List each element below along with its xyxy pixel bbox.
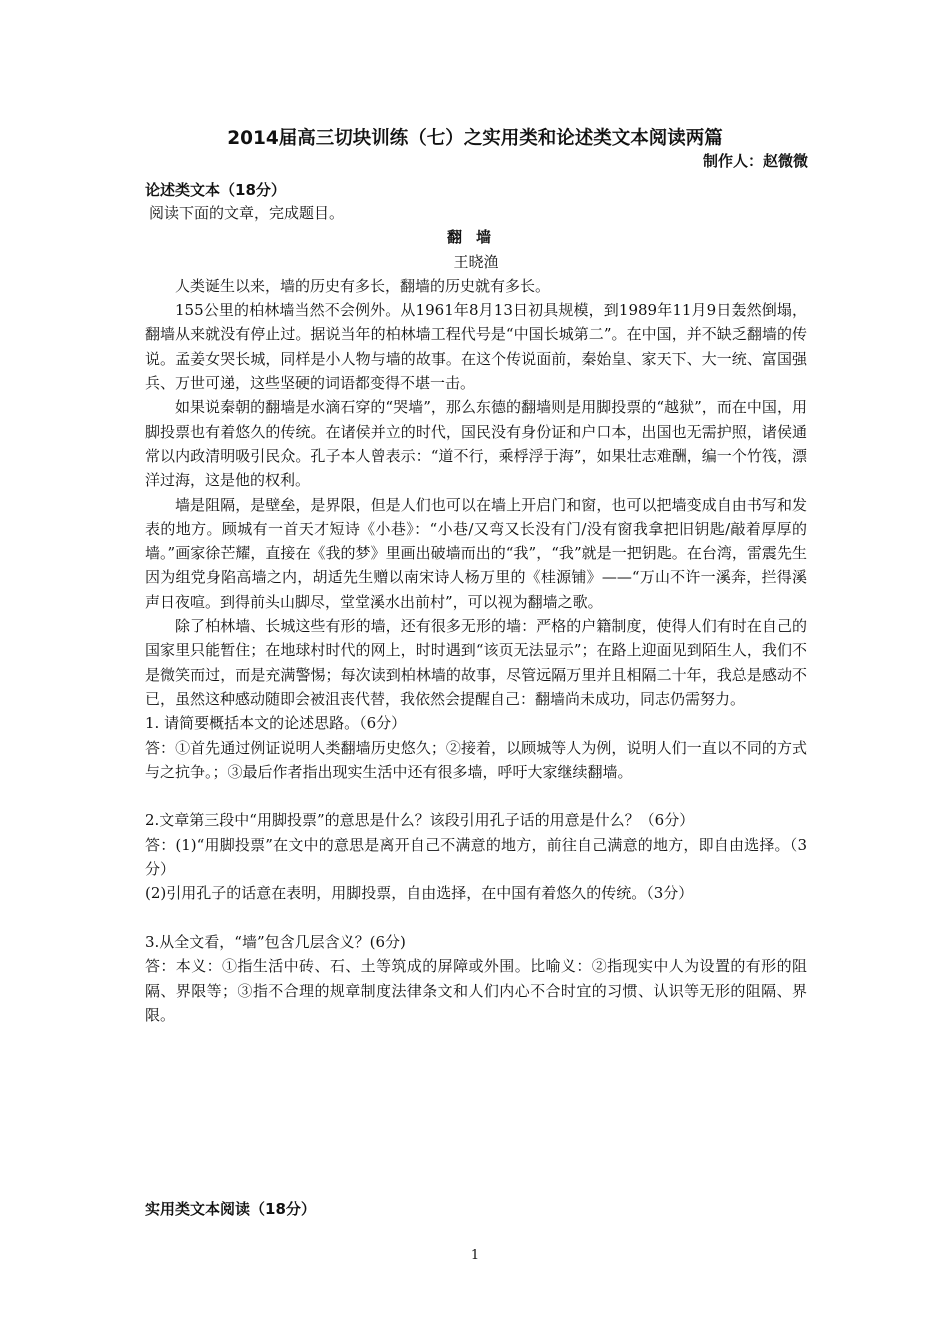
question-2: 2.文章第三段中“用脚投票”的意思是什么？该段引用孔子话的用意是什么？（6分） xyxy=(145,811,695,830)
essay-author: 王晓渔 xyxy=(453,252,499,271)
essay-paragraph-4: 墙是阻隔，是壁垒，是界限，但是人们也可以在墙上开启门和窗，也可以把墙变成自由书写和发表的地方。顾城有一首天才短诗《小巷》：“小巷/又弯又长没有门/没有窗我拿把旧钥匙/敲着厚厚的墙。”画家徐芒耀，直接在《我的梦》里画出破墙而出的“我”，“我”就是一把钥匙。在台湾，雷震先生因为组党身陷高墙之内，胡适先生赠以南宋诗人杨万里的《桂源铺》——“万山不许一溪奔，拦得溪声日夜喧。到得前头山脚尽，堂堂溪水出前村”，可以视为翻墙之歌。 xyxy=(145,495,807,611)
section-heading-argumentative: 论述类文本（18分） xyxy=(145,181,286,199)
essay-paragraph-2: 155公里的柏林墙当然不会例外。从1961年8月13日初具规模，到1989年11月9日轰然倒塌，翻墙从来就没有停止过。据说当年的柏林墙工程代号是“中国长城第二”。在中国，并不缺乏翻墙的传说。孟姜女哭长城，同样是小人物与墙的故事。在这个传说面前，秦始皇、家天下、大一统、富国强兵、万世可递，这些坚硬的词语都变得不堪一击。 xyxy=(145,301,807,393)
answer-2-part-2: (2)引用孔子的话意在表明，用脚投票，自由选择，在中国有着悠久的传统。（3分） xyxy=(145,884,694,903)
question-3: 3.从全文看，“墙”包含几层含义？(6分) xyxy=(145,932,406,951)
reading-instruction: 阅读下面的文章，完成题目。 xyxy=(149,204,345,222)
spacer xyxy=(145,784,807,808)
document-author: 制作人：赵微微 xyxy=(702,152,808,170)
spacer xyxy=(145,906,807,930)
essay-paragraph-5: 除了柏林墙、长城这些有形的墙，还有很多无形的墙：严格的户籍制度，使得人们有时在自己的国家里只能暂住；在地球村时代的网上，时时遇到“该页无法显示”；在路上迎面见到陌生人，我们不是微笑而过，而是充满警惕；每次读到柏林墙的故事，尽管远隔万里并且相隔二十年，我总是感动不已，虽然这种感动随即会被沮丧代替，我依然会提醒自己：翻墙尚未成功，同志仍需努力。 xyxy=(145,617,807,708)
answer-3: 答：本义：①指生活中砖、石、土等筑成的屏障或外围。比喻义：②指现实中人为设置的有形的阻隔、界限等；③指不合理的规章制度法律条文和人们内心不合时宜的习惯、认识等无形的阻隔、界限。 xyxy=(145,957,807,1024)
answer-1: 答：①首先通过例证说明人类翻墙历史悠久；②接着，以顾城等人为例，说明人们一直以不同的方式与之抗争。；③最后作者指出现实生活中还有很多墙，呼吁大家继续翻墙。 xyxy=(145,738,807,781)
document-title: 2014届高三切块训练（七）之实用类和论述类文本阅读两篇 xyxy=(227,128,723,149)
question-1: 1. 请简要概括本文的论述思路。（6分） xyxy=(145,714,407,733)
essay-paragraph-1: 人类诞生以来，墙的历史有多长，翻墙的历史就有多长。 xyxy=(175,276,551,295)
section-heading-practical: 实用类文本阅读（18分） xyxy=(145,1200,316,1218)
answer-2-part-1: 答：(1)“用脚投票”在文中的意思是离开自己不满意的地方，前往自己满意的地方，即自由选择。（3分） xyxy=(145,835,807,879)
essay-paragraph-3: 如果说秦朝的翻墙是水滴石穿的“哭墙”，那么东德的翻墙则是用脚投票的“越狱”，而在中国，用脚投票也有着悠久的传统。在诸侯并立的时代，国民没有身份证和户口本，出国也无需护照，诸侯通常以内政清明吸引民众。孔子本人曾表示：“道不行，乘桴浮于海”，如果壮志难酬，编一个竹筏，漂洋过海，这是他的权利。 xyxy=(145,398,807,490)
essay-title: 翻墙 xyxy=(446,228,505,247)
essay-block xyxy=(145,201,807,1027)
page-number: 1 xyxy=(470,1248,480,1263)
